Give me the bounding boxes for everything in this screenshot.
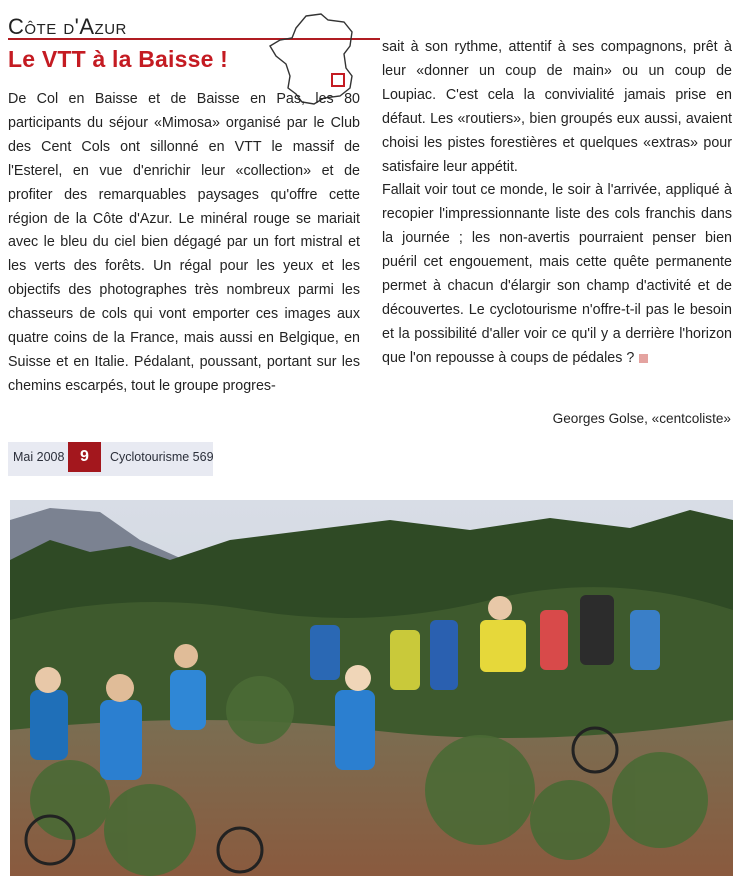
article-column-right — [382, 36, 732, 371]
article-paragraph: De Col en Baisse et de Baisse en Pas, les 80 participants du séjour «Mimosa» organisé par le Club des Cent Cols ont sillonné en VTT le massif de l'Esterel, en vue d'enrichir leur «collection» et de profiter des remarquables paysages qu'offre cette région de la Côte d'Azur. Le minéral rouge se mariait avec le bleu du ciel bien dégagé par un fort mistral et les verts des forêts. Un régal pour les yeux et les objectifs des photographes très nombreux parmi les chasseurs de cols qui vont emporter ces images aux quatre coins de la France, mais aussi en Belgique, en Suisse et en Italie. Pédalant, poussant, portant sur les chemins escarpés, tout le groupe progres- — [8, 91, 360, 394]
section-label: Côte d'Azur — [8, 14, 127, 39]
group-photo — [10, 500, 733, 876]
page-number: 9 — [68, 442, 101, 472]
author-signature: Georges Golse, «centcoliste» — [552, 411, 731, 426]
headline: Le VTT à la Baisse ! — [8, 46, 229, 72]
article-column-left — [8, 88, 360, 399]
end-square-icon — [639, 354, 648, 363]
magazine-issue: Cyclotourisme 569 — [110, 450, 214, 464]
footer-date: Mai 2008 — [13, 450, 65, 464]
article-paragraph — [382, 179, 732, 370]
article-paragraph: sait à son rythme, attentif à ses compagnons, prêt à leur «donner un coup de main» ou un coup de Loupiac. C'est cela la convivialité jamais prise en défaut. Les «routiers», bien groupés eux aussi, avaient choisi les pistes forestières et quelques «extras» pour satisfaire leur appétit. — [382, 39, 732, 175]
article-paragraph-text: Fallait voir tout ce monde, le soir à l'arrivée, appliqué à recopier l'impressionnante liste des cols franchis dans la journée ; les non-avertis pourraient penser bien puéril cet engouement, mais cette quête permanente permet à chacun d'élargir son champ d'activité et de découvertes. Le cyclotourisme n'offre-t-il pas le besoin et la possibilité d'aller voir ce qu'il y a derrière l'horizon que l'on repousse à coups de pédales ? — [382, 182, 732, 366]
